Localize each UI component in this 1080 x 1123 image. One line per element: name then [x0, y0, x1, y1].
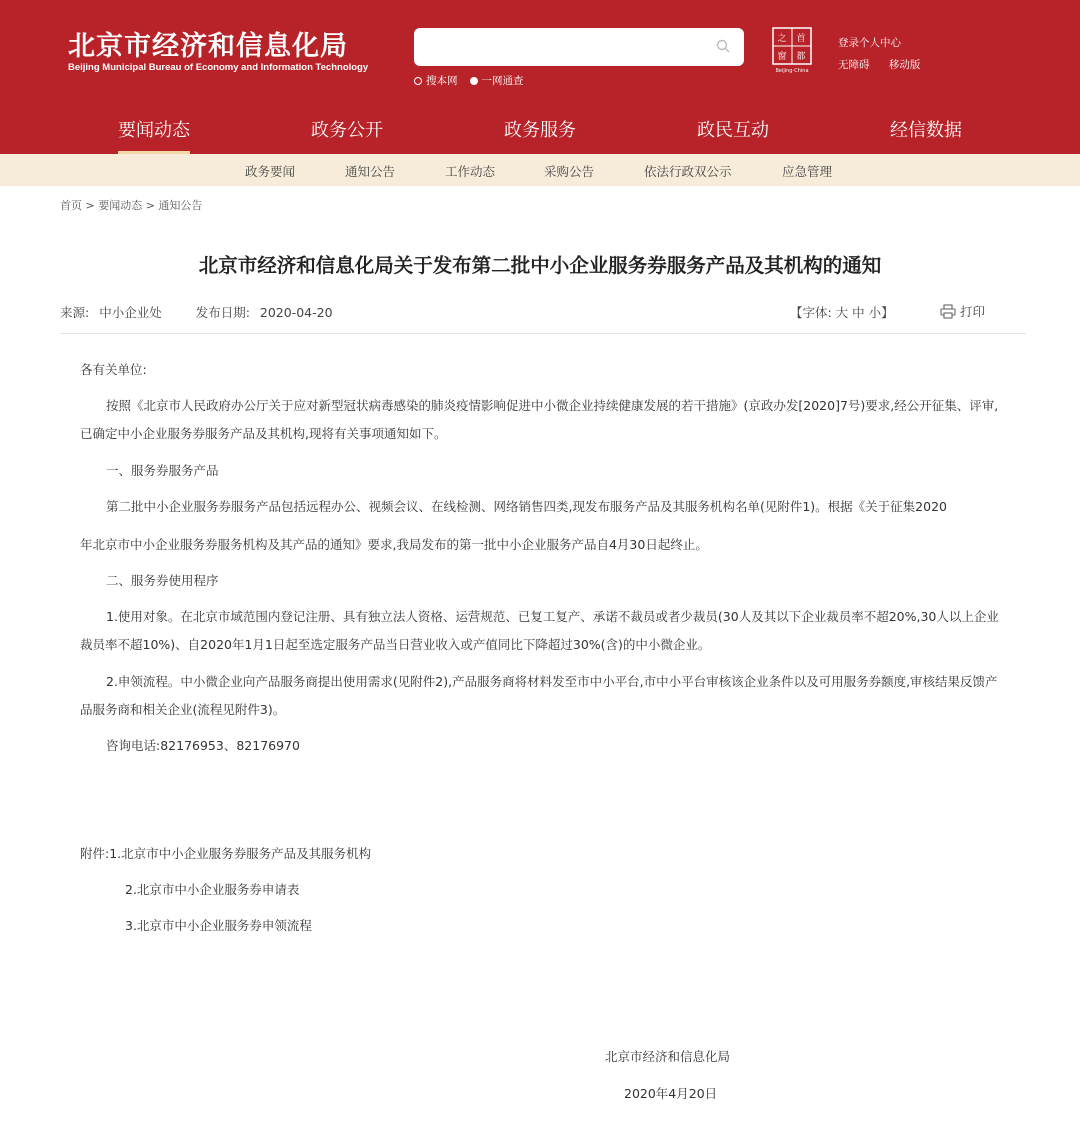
- print-button[interactable]: [940, 302, 985, 320]
- paragraph-eligibility: 1.使用对象。在北京市域范围内登记注册、具有独立法人资格、运营规范、已复工复产、承诺不裁员或者少裁员(30人及其以下企业裁员率不超20%,30人以上企业裁员率不超10%)、自2020年1月1日起至选定服务产品当日营业收入或产值同比下降超过30%(含)的中小微企业。: [80, 609, 999, 652]
- subnav-item-procurement[interactable]: 采购公告: [544, 164, 595, 179]
- user-links: [838, 32, 936, 76]
- paragraph-products-line2: 年北京市中小企业服务券服务机构及其产品的通知》要求,我局发布的第一批中小企业服务产品自4月30日起终止。: [80, 537, 708, 552]
- greeting: 各有关单位:: [80, 362, 147, 377]
- search-input[interactable]: [414, 28, 744, 66]
- article-meta: [60, 303, 339, 321]
- attachment-2[interactable]: 2.北京市中小企业服务券申请表: [125, 882, 300, 897]
- svg-text:窗: 窗: [777, 52, 787, 62]
- radio-checked-icon: [470, 77, 478, 85]
- paragraph-products-line1: 第二批中小企业服务券服务产品包括远程办公、视频会议、在线检测、网络销售四类,现发布服务产品及其服务机构名单(见附件1)。根据《关于征集2020: [106, 499, 947, 514]
- contact-phone: 咨询电话:82176953、82176970: [106, 738, 300, 753]
- site-logo-title[interactable]: 北京市经济和信息化局: [68, 31, 348, 62]
- section-heading-1: 一、服务券服务产品: [106, 463, 219, 478]
- mainnav-item-data[interactable]: 经信数据: [890, 120, 962, 141]
- section-heading-2: 二、服务券使用程序: [106, 573, 219, 588]
- font-size-switcher[interactable]: 【字体: 大 中 小】: [790, 305, 894, 320]
- mobile-version-link[interactable]: 移动版: [888, 59, 921, 71]
- svg-text:都: 都: [796, 52, 806, 62]
- sub-nav: [0, 154, 1080, 186]
- search-scope-all-label: 一网通查: [481, 75, 524, 87]
- main-nav: [0, 104, 1080, 154]
- attachment-3[interactable]: 3.北京市中小企业服务券申领流程: [125, 918, 312, 933]
- capital-seal-logo: [770, 26, 814, 74]
- paragraph-intro: 按照《北京市人民政府办公厅关于应对新型冠状病毒感染的肺炎疫情影响促进中小微企业持续健康发展的若干措施》(京政办发[2020]7号)要求,经公开征集、评审,已确定中小企业服务券服务产品及其机构,现将有关事项通知如下。: [80, 398, 999, 441]
- mainnav-item-interaction[interactable]: 政民互动: [697, 120, 769, 141]
- mainnav-item-news[interactable]: 要闻动态: [118, 116, 190, 142]
- radio-unchecked-icon: [414, 77, 422, 85]
- print-label: 打印: [960, 304, 986, 319]
- paragraph-process: 2.申领流程。中小微企业向产品服务商提出使用需求(见附件2),产品服务商将材料发至市中小平台,市中小平台审核该企业条件以及可用服务券额度,审核结果反馈产品服务商和相关企业(流程见附件3)。: [80, 674, 998, 717]
- subnav-item-gov-news[interactable]: 政务要闻: [245, 164, 296, 179]
- breadcrumb[interactable]: 首页 > 要闻动态 > 通知公告: [60, 199, 203, 212]
- search-scope: [414, 73, 524, 88]
- page-title: 北京市经济和信息化局关于发布第二批中小企业服务券服务产品及其机构的通知: [198, 254, 882, 277]
- search-icon[interactable]: [716, 39, 730, 53]
- date-value: 2020-04-20: [259, 305, 333, 320]
- attachment-1[interactable]: 附件:1.北京市中小企业服务券服务产品及其服务机构: [80, 846, 372, 861]
- search-scope-site-label: 搜本网: [426, 75, 458, 87]
- svg-text:之: 之: [777, 34, 787, 44]
- printer-icon: [940, 304, 956, 319]
- mainnav-item-gov-service[interactable]: 政务服务: [504, 120, 576, 141]
- source-value: 中小企业处: [99, 305, 162, 320]
- subnav-item-emergency[interactable]: 应急管理: [782, 164, 833, 179]
- mainnav-item-gov-info[interactable]: 政务公开: [311, 120, 383, 141]
- divider: [60, 333, 1026, 334]
- source-label: 来源:: [60, 305, 90, 320]
- seal-caption: Beijing-China: [775, 68, 809, 74]
- signature-org: 北京市经济和信息化局: [605, 1049, 731, 1064]
- search-scope-all[interactable]: [470, 73, 524, 88]
- date-label: 发布日期:: [195, 305, 250, 320]
- signature-date: 2020年4月20日: [624, 1086, 718, 1101]
- svg-text:首: 首: [796, 34, 806, 44]
- search-scope-site[interactable]: [414, 73, 458, 88]
- subnav-item-publicity[interactable]: 依法行政双公示: [644, 164, 732, 179]
- subnav-item-notices[interactable]: 通知公告: [345, 164, 396, 179]
- login-link[interactable]: 登录个人中心: [838, 37, 901, 49]
- subnav-item-work-news[interactable]: 工作动态: [445, 164, 496, 179]
- site-logo-subtitle: Beijing Municipal Bureau of Economy and Information Technology: [68, 62, 369, 73]
- accessibility-link[interactable]: 无障碍: [838, 59, 870, 71]
